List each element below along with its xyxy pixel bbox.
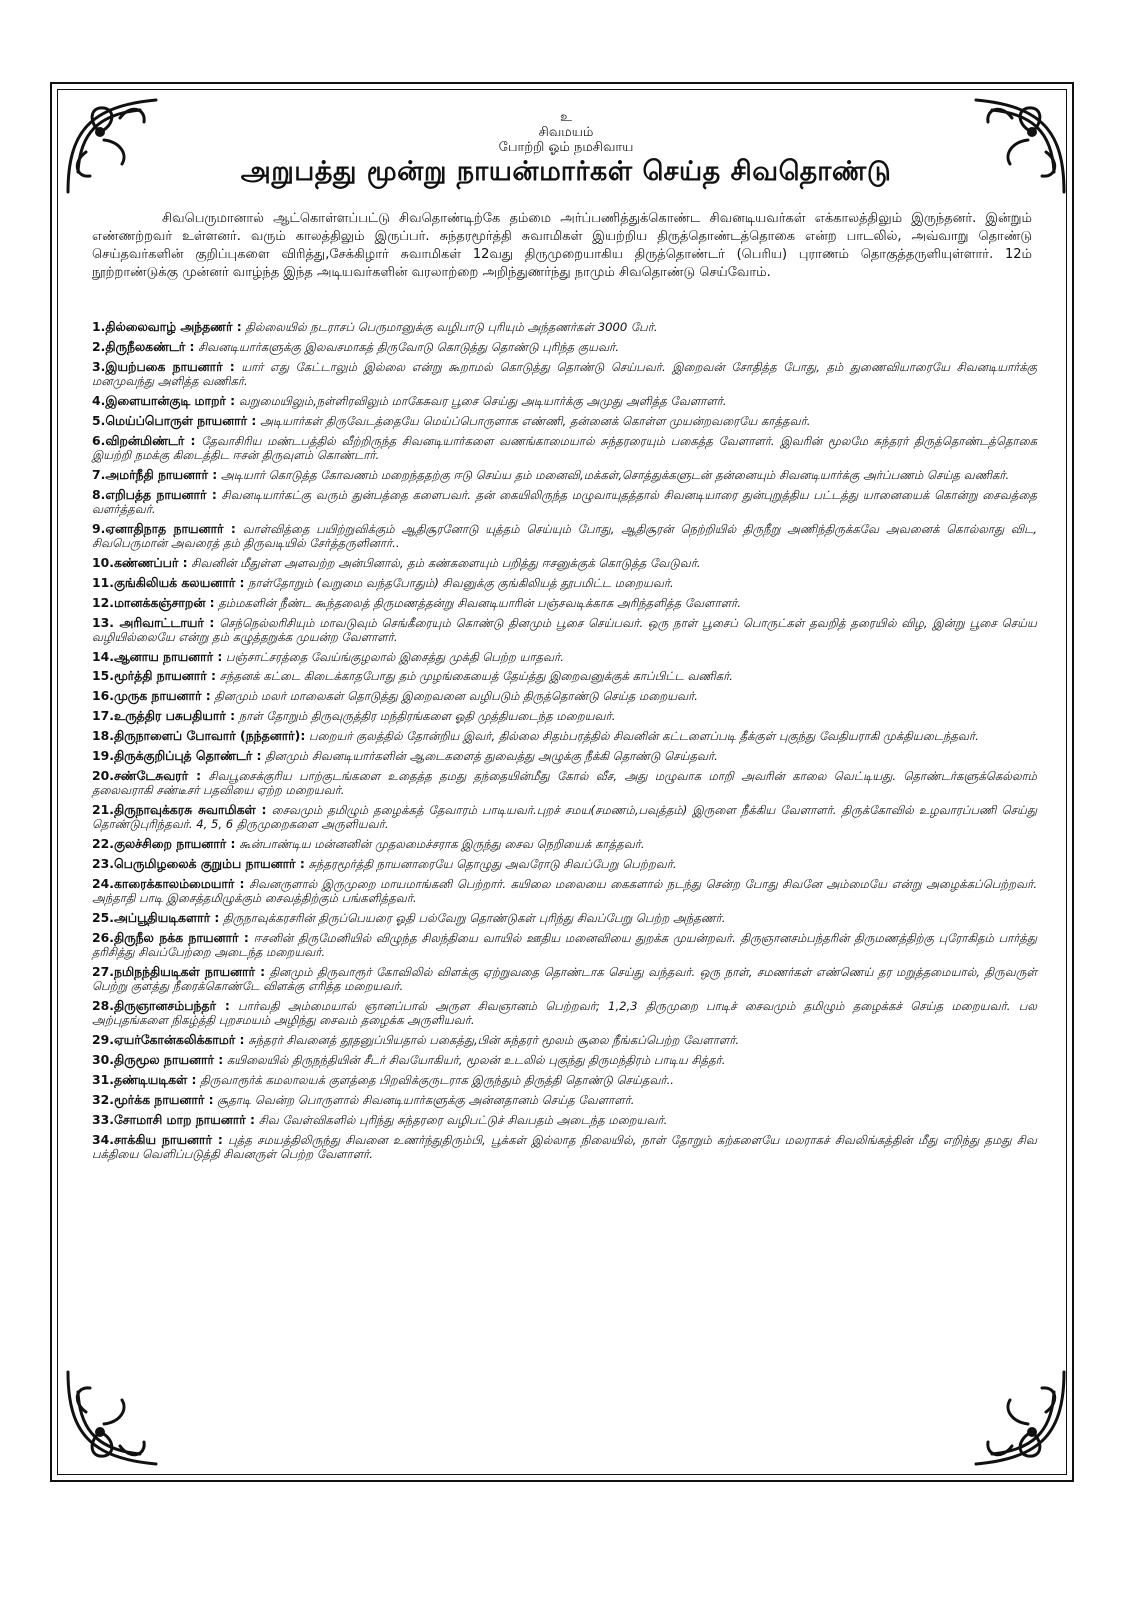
nayanar-description: கயிலையில் திருநந்தியின் சீடர் சிவயோகியர், மூலன் உடலில் புகுந்து திருமந்திரம் பாடிய சித்தர். bbox=[226, 1053, 726, 1068]
nayanar-description: செந்நெல்லரிசியும் மாவடுவும் செங்கீரையும் கொண்டு தினமும் பூசை செய்பவர். ஒரு நாள் பூசைப் பொருட்கள் தவறித் தரையில் விழ, இன்று பூசை செய்ய வழியில்லையே என்று தம் கழுத்தறுக்க முயன்ற வேளாளர். bbox=[92, 615, 1037, 644]
nayanar-description: புத்த சமயத்திலிருந்து சிவனை உணர்ந்துதிரும்பி, பூக்கள் இல்லாத நிலையில், நாள் தோறும் கற்களையே மலராகச் சிவலிங்கத்தின் மீது எறிந்து தமது சிவ பக்தியை வெளிப்படுத்தி சிவனருள் பெற்ற வேளாளர். bbox=[92, 1132, 1037, 1161]
nayanar-name: 21.திருநாவுக்கரசு சுவாமிகள் : bbox=[92, 802, 267, 818]
list-item bbox=[92, 1073, 1037, 1087]
nayanar-name: 16.முருக நாயனார் : bbox=[92, 688, 211, 704]
list-item bbox=[92, 709, 1037, 723]
nayanar-name: 4.இளையான்குடி மாறர் : bbox=[92, 392, 236, 408]
nayanar-description: யார் எது கேட்டாலும் இல்லை என்று கூறாமல் கொடுத்து தொண்டு செய்பவர். இறைவன் சோதித்த போது, தம் துணைவியாரையே சிவனடியார்க்கு மனமுவந்து அளித்த வணிகர். bbox=[92, 359, 1037, 388]
list-item bbox=[92, 434, 1037, 462]
nayanar-name: 8.எறிபத்த நாயனார் : bbox=[92, 486, 217, 502]
list-item bbox=[92, 1093, 1037, 1107]
nayanar-description: தில்லையில் நடராசப் பெருமானுக்கு வழிபாடு புரியும் அந்தணர்கள் 3000 பேர். bbox=[245, 320, 658, 334]
list-item bbox=[92, 414, 1037, 428]
nayanar-description: தினமும் திருவாரூர் கோவிலில் விளக்கு ஏற்றுவதை தொண்டாக செய்து வந்தவர். ஒரு நாள், சமணர்கள் எண்ணெய் தர மறுத்தமையால், திருவருள் பெற்று குளத்து நீரைக்கொண்டே விளக்கு எரித்த மறையவர். bbox=[92, 964, 1037, 994]
nayanar-description: நாள் தோறும் திருவுருத்திர மந்திரங்களை ஓதி முத்தியடைந்த மறையவர். bbox=[238, 709, 616, 724]
list-item bbox=[92, 596, 1037, 610]
list-item bbox=[92, 749, 1037, 763]
nayanar-name: 33.சோமாசி மாற நாயனார் : bbox=[92, 1111, 256, 1127]
nayanar-description: வறுமையிலும்,நள்ளிரவிலும் மாகேசுவர பூசை செய்து அடியார்க்கு அமுது அளித்த வேளாளர். bbox=[238, 393, 727, 408]
nayanar-description: சிவனின் மீதுள்ள அளவற்ற அன்பினால், தம் கண்களையும் பறித்து ஈசனுக்குக் கொடுத்த வேடுவர். bbox=[191, 555, 701, 570]
list-item bbox=[92, 689, 1037, 703]
nayanar-name: 2.திருநீலகண்டர் : bbox=[92, 338, 195, 354]
nayanar-description: நாள்தோறும் (வறுமை வந்தபோதும்) சிவனுக்கு குங்கிலியத் தூபமிட்ட மறையவர். bbox=[248, 575, 674, 590]
nayanar-description: சைவமும் தமிழும் தழைக்கத் தேவாரம் பாடியவர்.புறச் சமய(சமணம்,பவுத்தம்) இருளை நீக்கிய வேளாளர். திருக்கோவில் உழவாரப்பணி செய்து தொண்டுபுரிந்தவர். 4, 5, 6 திருமுறைகளை அருளியவர். bbox=[92, 803, 1038, 832]
nayanar-description: தினமும் சிவனடியார்களின் ஆடைகளைத் துவைத்து அழுக்கு நீக்கி தொண்டு செய்தவர். bbox=[265, 749, 718, 764]
list-item bbox=[92, 340, 1037, 354]
header-line-1: சிவமயம் bbox=[538, 125, 594, 140]
nayanar-name: 27.நமிநந்தியடிகள் நாயனார் : bbox=[92, 963, 266, 979]
nayanar-name: 6.விறன்மிண்டர் : bbox=[92, 432, 196, 448]
nayanar-name: 31.தண்டியடிகள் : bbox=[92, 1071, 197, 1087]
list-item bbox=[92, 576, 1037, 590]
nayanar-name: 34.சாக்கிய நாயனார் : bbox=[92, 1131, 223, 1147]
nayanar-description: சூதாடி வென்ற பொருளால் சிவனடியார்களுக்கு அன்னதானம் செய்த வேளாளர். bbox=[217, 1092, 635, 1107]
nayanar-description: சிவபூசைக்குரிய பாற்குடங்களை உதைத்த தமது தந்தையின்மீது கோல் வீச, அது மழுவாக மாறி அவரின் காலை வெட்டியது. தொண்டர்களுக்கெல்லாம் தலைவராகி சண்டீசர் பதவியை ஏற்ற மறையவர். bbox=[92, 768, 1037, 798]
nayanar-description: சிவனருளால் இருமுறை மாயமாங்கனி பெற்றார். கயிலை மலையை கைகளால் நடந்து சென்ற போது சிவனே அம்மையே என்று அழைக்கப்பெற்றவர். அந்தாதி பாடி இசைத்தமிழுக்கும் சைவத்திற்கும் பங்களித்தவர். bbox=[92, 876, 1038, 906]
header-line-2: போற்றி ஓம் நமசிவாய bbox=[498, 140, 634, 155]
page-title: அறுபத்து மூன்று நாயன்மார்கள் செய்த சிவதொண்டு bbox=[240, 156, 892, 187]
list-item bbox=[92, 394, 1037, 408]
nayanar-description: அடியார்கள் திருவேடத்தையே மெய்ப்பொருளாக எண்ணி, தன்னைக் கொள்ள முயன்றவரையே காத்தவர். bbox=[260, 413, 811, 428]
nayanar-description: சிவனடியார்களுக்கு இலவசமாகத் திருவோடு கொடுத்து தொண்டு புரிந்த குயவர். bbox=[198, 339, 619, 354]
nayanar-description: சந்தனக் கட்டை கிடைக்காதபோது தம் முழங்கையைத் தேய்த்து இறைவனுக்குக் காப்பிட்ட வணிகர். bbox=[219, 669, 733, 684]
nayanar-name: 19.திருக்குறிப்புத் தொண்டர் : bbox=[92, 748, 262, 764]
nayanar-description: சிவனடியார்கட்கு வரும் துன்பத்தை களைபவர். தன் கையிலிருந்த மழுவாயுதத்தால் சிவனடியாரை துன்புறுத்திய பட்டத்து யானையைக் கொன்று சைவத்தை வளர்த்தவர். bbox=[92, 487, 1037, 516]
nayanar-name: 30.திருமூல நாயனார் : bbox=[92, 1052, 224, 1068]
list-item bbox=[92, 320, 1037, 334]
list-item bbox=[92, 616, 1037, 644]
nayanar-name: 32.மூர்க்க நாயனார் : bbox=[92, 1091, 214, 1107]
nayanar-description: தம்மகளின் நீண்ட கூந்தலைத் திருமணத்தன்று சிவனடியாரின் பஞ்சவடிக்காக அரிந்தளித்த வேளாளர். bbox=[218, 595, 741, 610]
nayanar-description: திருநாவுக்கரசரின் திருப்பெயரை ஓதி பல்வேறு தொண்டுகள் புரிந்து சிவப்பேறு பெற்ற அந்தணர். bbox=[223, 911, 726, 925]
list-item bbox=[92, 837, 1037, 851]
nayanar-name: 20.சண்டேசுவரர் : bbox=[92, 767, 202, 783]
nayanar-name: 25.அப்பூதியடிகளார் : bbox=[92, 910, 220, 925]
nayanmar-list bbox=[92, 320, 1037, 1167]
nayanar-name: 29.ஏயர்கோன்கலிக்காமர் : bbox=[92, 1032, 245, 1048]
nayanar-name: 9.ஏனாதிநாத நாயனார் : bbox=[92, 520, 236, 536]
nayanar-name: 26.திருநீல நக்க நாயனார் : bbox=[92, 929, 249, 945]
list-item bbox=[92, 468, 1037, 482]
nayanar-name: 17.உருத்திர பசுபதியார் : bbox=[92, 708, 236, 724]
nayanar-description: பஞ்சாட்சரத்தை வேய்ங்குழலால் இசைத்து முக்தி பெற்ற யாதவர். bbox=[226, 649, 564, 664]
nayanar-name: 3.இயற்பகை நாயனார் : bbox=[92, 358, 235, 374]
nayanar-description: ஈசனின் திருமேனியில் விழுந்த சிலந்தியை வாயில் ஊதிய மனைவியை துறக்க முயன்றவர். திருஞானசம்பந்தரின் திருமணத்திற்கு புரோகிதம் பார்த்து தரிசித்து சிவப்பேற்றை அடைந்த மறையவர். bbox=[92, 930, 1037, 960]
list-item bbox=[92, 1113, 1037, 1127]
nayanar-name: 11.குங்கிலியக் கலயனார் : bbox=[92, 574, 245, 590]
nayanar-description: சுந்தரர் சிவனைத் தூதனுப்பியதால் பகைத்து,பின் சுந்தரர் மூலம் சூலை நீங்கப்பெற்ற வேளாளர். bbox=[248, 1033, 740, 1048]
list-item bbox=[92, 1053, 1037, 1067]
corner-ornament-bottom-right bbox=[962, 1362, 1072, 1472]
nayanar-description: தினமும் மலர் மாலைகள் தொடுத்து இறைவனை வழிபடும் திருத்தொண்டு செய்த மறையவர். bbox=[214, 689, 698, 704]
list-item bbox=[92, 360, 1037, 388]
nayanar-description: சுந்தரமூர்த்தி நாயனாரையே தொழுது அவரோடு சிவப்பேறு பெற்றவர். bbox=[308, 857, 677, 872]
nayanar-name: 5.மெய்ப்பொருள் நாயனார் : bbox=[92, 412, 257, 428]
header-symbol: உ bbox=[560, 110, 572, 125]
list-item bbox=[92, 911, 1037, 925]
corner-ornament-bottom-left bbox=[60, 1362, 170, 1472]
nayanar-description: கூன்பாண்டிய மன்னனின் முதலமைச்சராக இருந்து சைவ நெறியைக் காத்தவர். bbox=[239, 837, 645, 852]
list-item bbox=[92, 1133, 1037, 1161]
nayanar-name: 22.குலச்சிறை நாயனார் : bbox=[92, 836, 236, 852]
list-item bbox=[92, 522, 1037, 550]
list-item bbox=[92, 556, 1037, 570]
nayanar-name: 1.தில்லைவாழ் அந்தணர் : bbox=[92, 319, 242, 334]
nayanar-description: சிவ வேள்விகளில் புரிந்து சுந்தரரை வழிபட்டுச் சிவபதம் அடைந்த மறையவர். bbox=[258, 1112, 668, 1127]
nayanar-name: 15.மூர்த்தி நாயனார் : bbox=[92, 668, 216, 684]
list-item bbox=[92, 803, 1037, 831]
nayanar-name: 7.அமர்நீதி நாயனார் : bbox=[92, 466, 218, 482]
nayanar-name: 28.திருஞானசம்பந்தர் : bbox=[92, 998, 230, 1014]
nayanar-description: திருவாரூர்க் கமலாலயக் குளத்தை பிறவிக்குருடராக இருந்தும் திருத்தி தொண்டு செய்தவர்.. bbox=[200, 1072, 674, 1087]
list-item bbox=[92, 857, 1037, 871]
list-item bbox=[92, 1033, 1037, 1047]
nayanar-description: பார்வதி அம்மையால் ஞானப்பால் அருள சிவஞானம் பெற்றவர்; 1,2,3 திருமுறை பாடிச் சைவமும் தமிழும் தழைக்கச் செய்த மறையவர். பல அற்புதங்களை நிகழ்த்தி புறசமயம் அழிந்து சைவம் தழைக்க அருளியவர். bbox=[92, 999, 1038, 1028]
nayanar-name: 12.மானக்கஞ்சாறன் : bbox=[92, 594, 215, 610]
list-item bbox=[92, 488, 1037, 516]
intro-paragraph: சிவபெருமானால் ஆட்கொள்ளப்பட்டு சிவதொண்டிற்கே தம்மை அர்ப்பணித்துக்கொண்ட சிவனடியவர்கள் எக்காலத்திலும் இருந்தனர். இன்றும் எண்ணற்றவர் உள்ளனர். வரும் காலத்திலும் இருப்பர். சுந்தரமூர்த்தி சுவாமிகள் இயற்றிய திருத்தொண்டத்தொகை என்ற பாடலில், அவ்வாறு தொண்டு செய்தவர்களின் குறிப்புகளை விரித்து,சேக்கிழார் சுவாமிகள் 12வது திருமுறையாகிய திருத்தொண்டர் (பெரிய) புராணம் தொகுத்தருளியுள்ளார். 12ம் நூற்றாண்டுக்கு முன்னர் வாழ்ந்த இந்த அடியவர்களின் வரலாற்றை அறிந்துணர்ந்து நாமும் சிவதொண்டு செய்வோம். bbox=[92, 211, 1032, 280]
nayanar-name: 14.ஆனாய நாயனார் : bbox=[92, 648, 223, 664]
nayanar-description: வாள்வித்தை பயிற்றுவிக்கும் ஆதிசூரனோடு யுத்தம் செய்யும் போது, ஆதிசூரன் நெற்றியில் திருநீறு அணிந்திருக்கவே அவனைக் கொல்லாது விட, சிவபெருமான் அவரைத் தம் திருவடியில் சேர்த்தருளினார்.. bbox=[92, 521, 1037, 550]
list-item bbox=[92, 999, 1037, 1027]
nayanar-description: பறையர் குலத்தில் தோன்றிய இவர், தில்லை சிதம்பரத்தில் சிவனின் கட்டளைப்படி தீக்குள் புகுந்து வேதியராகி முக்தியடைந்தவர். bbox=[308, 729, 979, 744]
list-item bbox=[92, 965, 1037, 993]
nayanar-name: 24.காரைக்காலம்மையார் : bbox=[92, 875, 245, 891]
list-item bbox=[92, 877, 1037, 905]
list-item bbox=[92, 769, 1037, 797]
nayanar-description: அடியார் கொடுத்த கோவணம் மறைந்ததற்கு ஈடு செய்ய தம் மனைவி,மக்கள்,சொத்துக்களுடன் தன்னையும் சிவனடியார்க்கு அர்ப்பணம் செய்த வணிகர். bbox=[220, 467, 1010, 482]
list-item bbox=[92, 729, 1037, 743]
list-item bbox=[92, 669, 1037, 683]
nayanar-name: 18.திருநாளைப் போவார் (நந்தனார்): bbox=[92, 728, 306, 744]
list-item bbox=[92, 650, 1037, 664]
nayanar-name: 13. அரிவாட்டாயர் : bbox=[92, 614, 215, 630]
list-item bbox=[92, 931, 1037, 959]
nayanar-description: தேவாசிரிய மண்டபத்தில் வீற்றிருந்த சிவனடியார்களை வணங்காமையால் சுந்தரரையும் பகைத்த வேளாளர். இவரின் மூலமே சுந்தரர் திருத்தொண்டத்தொகை இயற்றி நமக்கு கிடைத்திட ஈசன் திருவுளம் கொண்டார். bbox=[92, 433, 1037, 462]
nayanar-name: 23.பெருமிழலைக் குறும்ப நாயனார் : bbox=[92, 856, 305, 872]
nayanar-name: 10.கண்ணப்பர் : bbox=[92, 554, 188, 570]
